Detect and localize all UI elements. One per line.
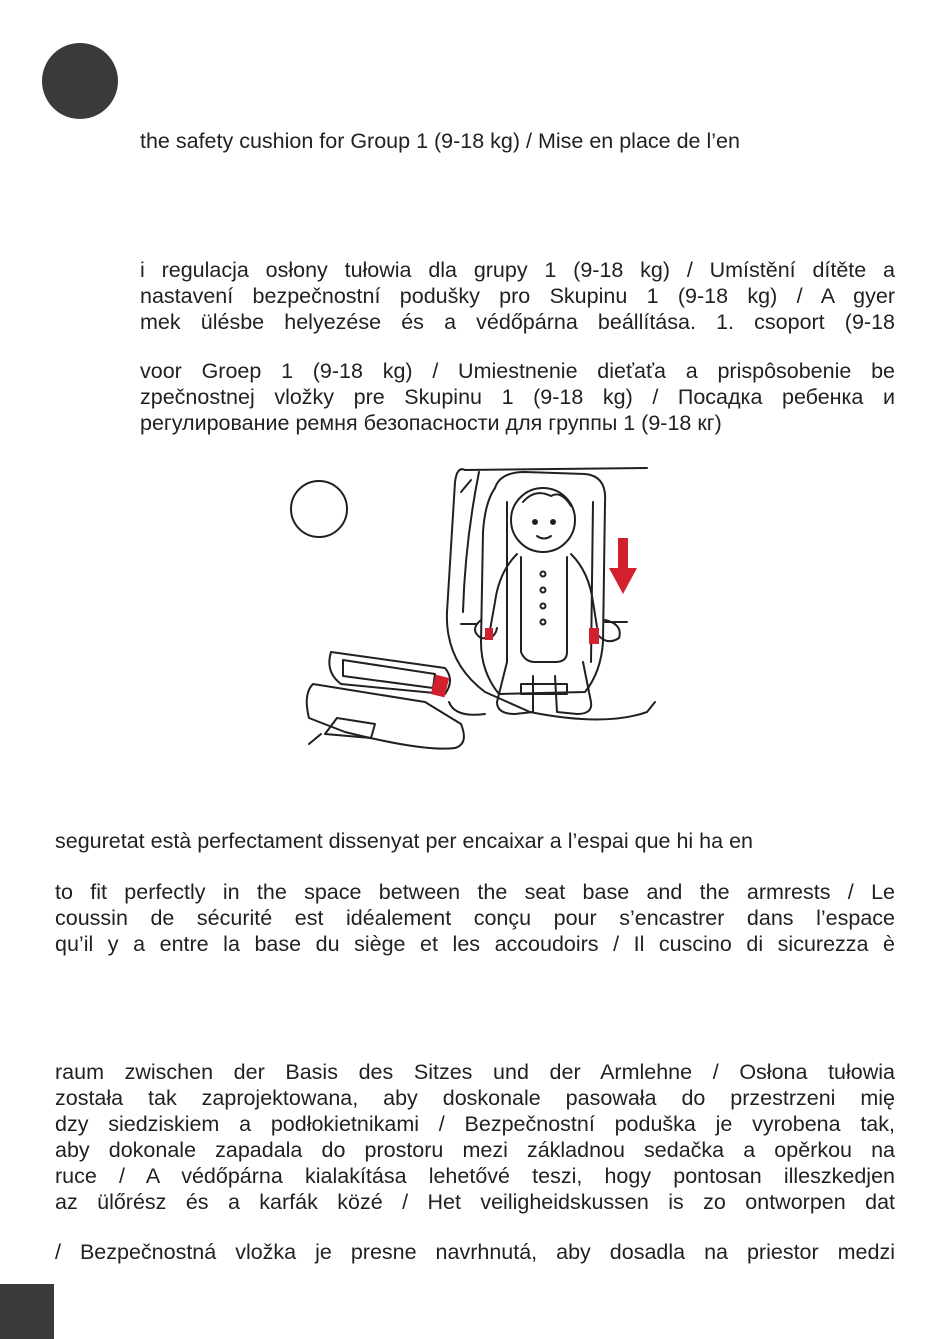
description-line: aby dokonale zapadala do prostoru mezi základnou sedačka a opěrkou na	[55, 1138, 895, 1162]
instruction-line: the safety cushion for Group 1 (9-18 kg) / Mise en place de l’en	[140, 129, 740, 153]
description-line: qu’il y a entre la base du siège et les accoudoirs / Il cuscino di sicurezza è	[55, 932, 895, 956]
description-line: raum zwischen der Basis des Sitzes und der Armlehne / Osłona tułowia	[55, 1060, 895, 1084]
instruction-line: mek ülésbe helyezése és a védőpárna beállítása. 1. csoport (9-18	[140, 310, 895, 334]
description-line: to fit perfectly in the space between the seat base and the armrests / Le	[55, 880, 895, 904]
description-line: az ülőrész és a karfák közé / Het veiligheidskussen is zo ontworpen dat	[55, 1190, 895, 1214]
description-line: / Bezpečnostná vložka je presne navrhnutá, aby dosadla na priestor medzi	[55, 1240, 895, 1264]
description-line: coussin de sécurité est idéalement conçu pour s’encastrer dans l’espace	[55, 906, 895, 930]
empty-step-circle-icon	[291, 481, 347, 537]
description-line: seguretat està perfectament dissenyat per encaixar a l’espai que hi ha en	[55, 829, 753, 853]
instruction-line: voor Groep 1 (9-18 kg) / Umiestnenie dieťaťa a prispôsobenie be	[140, 359, 895, 383]
page-corner-tab	[0, 1284, 54, 1339]
step-marker-icon	[42, 43, 118, 119]
instruction-line: zpečnostnej vložky pre Skupinu 1 (9-18 kg) / Посадка ребенка и	[140, 385, 895, 409]
description-line: ruce / A védőpárna kialakítása lehetővé teszi, hogy pontosan illeszkedjen	[55, 1164, 895, 1188]
description-line: dzy siedziskiem a podłokietnikami / Bezpečnostní poduška je vyrobena tak,	[55, 1112, 895, 1136]
red-down-arrow-icon	[431, 538, 637, 697]
description-line: została tak zaprojektowana, aby doskonale pasowała do przestrzeni mię	[55, 1086, 895, 1110]
car-seat-illustration	[285, 462, 665, 772]
instruction-line: регулирование ремня безопасности для группы 1 (9-18 кг)	[140, 411, 722, 435]
instruction-line: i regulacja osłony tułowia dla grupy 1 (9-18 kg) / Umístění dítěte a	[140, 258, 895, 282]
instruction-line: nastavení bezpečnostní podušky pro Skupinu 1 (9-18 kg) / A gyer	[140, 284, 895, 308]
